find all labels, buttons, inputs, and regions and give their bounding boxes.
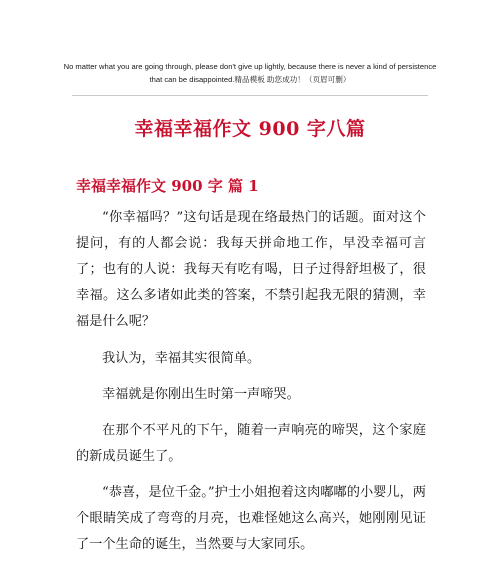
body-text-block xyxy=(76,382,426,408)
document-title: 幸福幸福作文 900 字八篇 xyxy=(134,118,366,140)
body-text-block xyxy=(76,205,426,335)
body-text-block xyxy=(76,480,426,558)
paragraph-3: 幸福就是你刚出生时第一声啼哭。 xyxy=(102,387,300,402)
body-text-block xyxy=(76,346,426,372)
paragraph-2: 我认为，幸福其实很简单。 xyxy=(102,351,261,366)
header-line-1: No matter what you are going through, please don't give up lightly, because there is never a kind of persistence xyxy=(63,62,437,71)
paragraph-5: “恭喜，是位千金。”护士小姐抱着这肉嘟嘟的小婴儿，两个眼睛笑成了弯弯的月亮，也难怪她这么高兴，她刚刚见证了一个生命的诞生，当然要与大家同乐。 xyxy=(76,485,426,552)
section-title: 幸福幸福作文 900 字 篇 1 xyxy=(76,177,259,195)
header-line-2: that can be disappointed.精品模板 助您成功！（页眉可删） xyxy=(149,75,351,84)
page-header xyxy=(60,60,440,86)
paragraph-4: 在那个不平凡的下午，随着一声响亮的啼哭，这个家庭的新成员诞生了。 xyxy=(76,423,426,464)
paragraph-1: “你幸福吗？”这句话是现在络最热门的话题。面对这个提问，有的人都会说：我每天拼命地工作，早没幸福可言了；也有的人说：我每天有吃有喝，日子过得舒坦极了，很幸福。这么多诸如此类的答案，不禁引起我无限的猜测，幸福是什么呢？ xyxy=(76,210,426,329)
body-text-block xyxy=(76,418,426,470)
header-divider xyxy=(72,95,428,96)
